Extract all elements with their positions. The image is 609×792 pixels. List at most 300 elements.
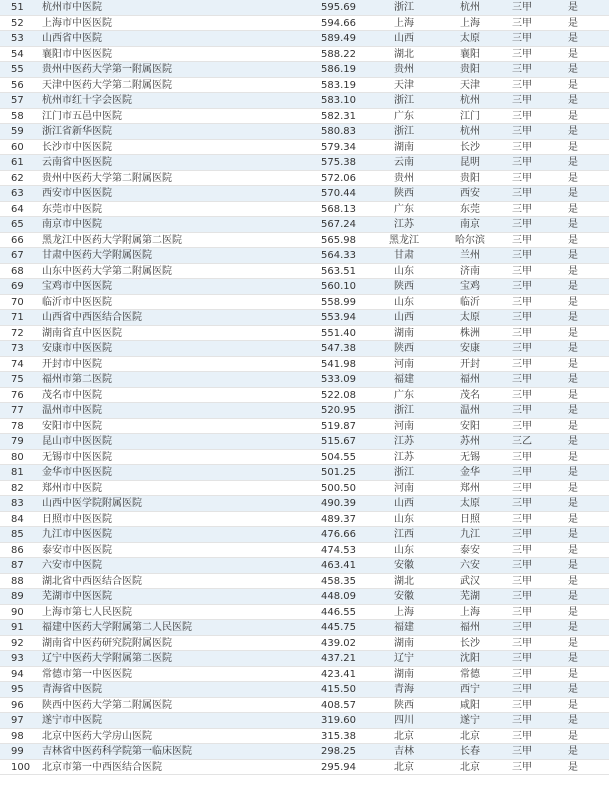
- province-cell: 辽宁: [394, 653, 414, 664]
- city-cell: 安阳: [460, 420, 480, 432]
- table-row: [0, 62, 609, 78]
- score-cell: 515.67: [321, 436, 356, 447]
- city-cell: 哈尔滨: [455, 234, 485, 246]
- level-cell: 三甲: [512, 575, 532, 587]
- score-cell: 563.51: [321, 265, 356, 277]
- city-cell: 福州: [460, 374, 480, 385]
- hospital-name-cell: 杭州市红十字会医院: [42, 95, 132, 106]
- city-cell: 长春: [460, 746, 480, 757]
- province-cell: 安徽: [394, 560, 414, 571]
- table-row: [0, 31, 609, 47]
- flag-cell: 是: [568, 436, 578, 447]
- level-cell: 三甲: [512, 560, 532, 571]
- table-row: [0, 465, 609, 481]
- province-cell: 江苏: [394, 451, 414, 463]
- rank-cell: 96: [11, 699, 24, 711]
- hospital-name-cell: 临沂市中医医院: [42, 296, 112, 308]
- table-row: [0, 124, 609, 140]
- flag-cell: 是: [568, 95, 578, 106]
- table-row: [0, 310, 609, 326]
- table-row: [0, 667, 609, 683]
- level-cell: 三甲: [512, 544, 532, 556]
- score-cell: 572.06: [321, 172, 356, 184]
- score-cell: 560.10: [321, 281, 356, 292]
- score-cell: 408.57: [321, 699, 356, 711]
- rank-cell: 65: [11, 219, 24, 230]
- score-cell: 458.35: [321, 575, 356, 587]
- province-cell: 云南: [394, 157, 414, 168]
- rank-cell: 66: [11, 234, 24, 246]
- flag-cell: 是: [568, 126, 578, 137]
- table-row: [0, 326, 609, 342]
- score-cell: 553.94: [321, 312, 356, 323]
- level-cell: 三甲: [512, 420, 532, 432]
- level-cell: 三甲: [512, 668, 532, 680]
- score-cell: 519.87: [321, 420, 356, 432]
- table-row: [0, 248, 609, 264]
- flag-cell: 是: [568, 699, 578, 711]
- level-cell: 三甲: [512, 637, 532, 649]
- score-cell: 541.98: [321, 358, 356, 370]
- province-cell: 福建: [394, 622, 414, 633]
- province-cell: 浙江: [394, 126, 414, 137]
- score-cell: 298.25: [321, 746, 356, 757]
- table-row: [0, 636, 609, 652]
- table-row: [0, 186, 609, 202]
- flag-cell: 是: [568, 64, 578, 75]
- hospital-name-cell: 山东中医药大学第二附属医院: [42, 265, 172, 277]
- flag-cell: 是: [568, 560, 578, 571]
- table-row: [0, 155, 609, 171]
- flag-cell: 是: [568, 327, 578, 339]
- table-row: [0, 217, 609, 233]
- rank-cell: 55: [11, 64, 24, 75]
- level-cell: 三甲: [512, 405, 532, 416]
- hospital-name-cell: 青海省中医院: [42, 684, 102, 695]
- rank-cell: 98: [11, 730, 24, 742]
- province-cell: 陕西: [394, 699, 414, 711]
- city-cell: 贵阳: [460, 64, 480, 75]
- table-row: [0, 264, 609, 280]
- rank-cell: 51: [11, 2, 24, 13]
- rank-cell: 62: [11, 172, 24, 184]
- table-row: [0, 698, 609, 714]
- level-cell: 三乙: [512, 436, 532, 447]
- level-cell: 三甲: [512, 312, 532, 323]
- level-cell: 三甲: [512, 715, 532, 726]
- province-cell: 广东: [394, 389, 414, 401]
- hospital-name-cell: 山西中医学院附属医院: [42, 498, 142, 509]
- province-cell: 吉林: [394, 746, 414, 757]
- score-cell: 570.44: [321, 188, 356, 199]
- flag-cell: 是: [568, 296, 578, 308]
- score-cell: 564.33: [321, 250, 356, 261]
- table-row: [0, 16, 609, 32]
- score-cell: 295.94: [321, 761, 356, 773]
- table-row: [0, 171, 609, 187]
- table-row: [0, 481, 609, 497]
- score-cell: 586.19: [321, 64, 356, 75]
- province-cell: 江苏: [394, 436, 414, 447]
- city-cell: 贵阳: [460, 172, 480, 184]
- level-cell: 三甲: [512, 265, 532, 277]
- hospital-name-cell: 六安市中医院: [42, 560, 102, 571]
- rank-cell: 59: [11, 126, 24, 137]
- score-cell: 504.55: [321, 451, 356, 463]
- city-cell: 安康: [460, 343, 480, 354]
- flag-cell: 是: [568, 622, 578, 633]
- flag-cell: 是: [568, 544, 578, 556]
- table-row: [0, 279, 609, 295]
- hospital-name-cell: 九江市中医医院: [42, 529, 112, 540]
- province-cell: 山东: [394, 544, 414, 556]
- flag-cell: 是: [568, 234, 578, 246]
- hospital-name-cell: 山西省中西医结合医院: [42, 312, 142, 323]
- table-row: [0, 78, 609, 94]
- flag-cell: 是: [568, 653, 578, 664]
- hospital-name-cell: 杭州市中医院: [42, 2, 102, 13]
- hospital-name-cell: 日照市中医医院: [42, 513, 112, 525]
- flag-cell: 是: [568, 312, 578, 323]
- rank-cell: 95: [11, 684, 24, 695]
- table-row: [0, 0, 609, 16]
- level-cell: 三甲: [512, 172, 532, 184]
- city-cell: 西宁: [460, 684, 480, 695]
- province-cell: 浙江: [394, 405, 414, 416]
- rank-cell: 88: [11, 575, 24, 587]
- hospital-name-cell: 江门市五邑中医院: [42, 110, 122, 122]
- flag-cell: 是: [568, 529, 578, 540]
- province-cell: 湖北: [394, 48, 414, 60]
- level-cell: 三甲: [512, 126, 532, 137]
- score-cell: 423.41: [321, 668, 356, 680]
- city-cell: 太原: [460, 33, 480, 44]
- rank-cell: 81: [11, 467, 24, 478]
- level-cell: 三甲: [512, 250, 532, 261]
- score-cell: 476.66: [321, 529, 356, 540]
- table-row: [0, 47, 609, 63]
- city-cell: 福州: [460, 622, 480, 633]
- rank-cell: 83: [11, 498, 24, 509]
- score-cell: 437.21: [321, 653, 356, 664]
- hospital-name-cell: 宝鸡市中医医院: [42, 281, 112, 292]
- score-cell: 565.98: [321, 234, 356, 246]
- city-cell: 济南: [460, 265, 480, 277]
- city-cell: 北京: [460, 730, 480, 742]
- score-cell: 568.13: [321, 203, 356, 215]
- score-cell: 520.95: [321, 405, 356, 416]
- hospital-name-cell: 辽宁中医药大学附属第二医院: [42, 653, 172, 664]
- table-row: [0, 543, 609, 559]
- score-cell: 582.31: [321, 110, 356, 122]
- city-cell: 株洲: [460, 327, 480, 339]
- city-cell: 开封: [460, 358, 480, 370]
- table-row: [0, 341, 609, 357]
- table-row: [0, 651, 609, 667]
- city-cell: 茂名: [460, 389, 480, 401]
- flag-cell: 是: [568, 188, 578, 199]
- table-row: [0, 620, 609, 636]
- city-cell: 昆明: [460, 157, 480, 168]
- rank-cell: 87: [11, 560, 24, 571]
- province-cell: 湖南: [394, 668, 414, 680]
- rank-cell: 56: [11, 79, 24, 91]
- table-row: [0, 527, 609, 543]
- flag-cell: 是: [568, 591, 578, 602]
- flag-cell: 是: [568, 575, 578, 587]
- flag-cell: 是: [568, 281, 578, 292]
- flag-cell: 是: [568, 467, 578, 478]
- rank-cell: 89: [11, 591, 24, 602]
- hospital-name-cell: 北京市第一中西医结合医院: [42, 761, 162, 773]
- score-cell: 319.60: [321, 715, 356, 726]
- province-cell: 北京: [394, 761, 414, 773]
- score-cell: 579.34: [321, 141, 356, 153]
- rank-cell: 92: [11, 637, 24, 649]
- flag-cell: 是: [568, 482, 578, 494]
- level-cell: 三甲: [512, 451, 532, 463]
- level-cell: 三甲: [512, 203, 532, 215]
- hospital-name-cell: 北京中医药大学房山医院: [42, 730, 152, 742]
- level-cell: 三甲: [512, 296, 532, 308]
- score-cell: 575.38: [321, 157, 356, 168]
- province-cell: 河南: [394, 420, 414, 432]
- province-cell: 贵州: [394, 64, 414, 75]
- hospital-name-cell: 浙江省新华医院: [42, 126, 112, 137]
- flag-cell: 是: [568, 203, 578, 215]
- flag-cell: 是: [568, 606, 578, 618]
- level-cell: 三甲: [512, 188, 532, 199]
- flag-cell: 是: [568, 48, 578, 60]
- level-cell: 三甲: [512, 606, 532, 618]
- rank-cell: 100: [11, 761, 31, 773]
- province-cell: 福建: [394, 374, 414, 385]
- table-row: [0, 682, 609, 698]
- score-cell: 500.50: [321, 482, 356, 494]
- province-cell: 北京: [394, 730, 414, 742]
- level-cell: 三甲: [512, 64, 532, 75]
- hospital-name-cell: 云南省中医医院: [42, 157, 112, 168]
- rank-cell: 70: [11, 296, 24, 308]
- score-cell: 522.08: [321, 389, 356, 401]
- hospital-name-cell: 湖南省中医药研究院附属医院: [42, 637, 172, 649]
- city-cell: 兰州: [460, 250, 480, 261]
- level-cell: 三甲: [512, 761, 532, 773]
- province-cell: 甘肃: [394, 250, 414, 261]
- province-cell: 上海: [394, 606, 414, 618]
- table-row: [0, 140, 609, 156]
- rank-cell: 90: [11, 606, 24, 618]
- flag-cell: 是: [568, 219, 578, 230]
- rank-cell: 84: [11, 513, 24, 525]
- score-cell: 588.22: [321, 48, 356, 60]
- city-cell: 太原: [460, 312, 480, 323]
- hospital-name-cell: 芜湖市中医医院: [42, 591, 112, 602]
- hospital-name-cell: 上海市第七人民医院: [42, 606, 132, 618]
- rank-cell: 74: [11, 358, 24, 370]
- province-cell: 浙江: [394, 2, 414, 13]
- rank-cell: 67: [11, 250, 24, 261]
- score-cell: 547.38: [321, 343, 356, 354]
- city-cell: 天津: [460, 79, 480, 91]
- rank-cell: 58: [11, 110, 24, 122]
- rank-cell: 85: [11, 529, 24, 540]
- flag-cell: 是: [568, 157, 578, 168]
- hospital-name-cell: 无锡市中医医院: [42, 451, 112, 463]
- table-row: [0, 109, 609, 125]
- province-cell: 广东: [394, 110, 414, 122]
- rank-cell: 93: [11, 653, 24, 664]
- hospital-name-cell: 贵州中医药大学第一附属医院: [42, 64, 172, 75]
- score-cell: 580.83: [321, 126, 356, 137]
- province-cell: 湖南: [394, 141, 414, 153]
- city-cell: 宝鸡: [460, 281, 480, 292]
- rank-cell: 75: [11, 374, 24, 385]
- level-cell: 三甲: [512, 281, 532, 292]
- flag-cell: 是: [568, 730, 578, 742]
- hospital-name-cell: 襄阳市中医医院: [42, 48, 112, 60]
- rank-cell: 79: [11, 436, 24, 447]
- city-cell: 长沙: [460, 141, 480, 153]
- score-cell: 474.53: [321, 544, 356, 556]
- city-cell: 温州: [460, 405, 480, 416]
- table-row: [0, 372, 609, 388]
- flag-cell: 是: [568, 761, 578, 773]
- province-cell: 四川: [394, 715, 414, 726]
- province-cell: 上海: [394, 17, 414, 29]
- score-cell: 594.66: [321, 17, 356, 29]
- level-cell: 三甲: [512, 141, 532, 153]
- hospital-name-cell: 常德市第一中医医院: [42, 668, 132, 680]
- rank-cell: 54: [11, 48, 24, 60]
- province-cell: 浙江: [394, 467, 414, 478]
- city-cell: 杭州: [460, 95, 480, 106]
- level-cell: 三甲: [512, 730, 532, 742]
- rank-cell: 80: [11, 451, 24, 463]
- score-cell: 445.75: [321, 622, 356, 633]
- city-cell: 泰安: [460, 544, 480, 556]
- level-cell: 三甲: [512, 622, 532, 633]
- city-cell: 日照: [460, 513, 480, 525]
- city-cell: 沈阳: [460, 653, 480, 664]
- hospital-name-cell: 遂宁市中医院: [42, 715, 102, 726]
- level-cell: 三甲: [512, 48, 532, 60]
- rank-cell: 78: [11, 420, 24, 432]
- province-cell: 山西: [394, 33, 414, 44]
- rank-cell: 72: [11, 327, 24, 339]
- province-cell: 江苏: [394, 219, 414, 230]
- province-cell: 河南: [394, 358, 414, 370]
- rank-cell: 69: [11, 281, 24, 292]
- level-cell: 三甲: [512, 2, 532, 13]
- level-cell: 三甲: [512, 591, 532, 602]
- province-cell: 广东: [394, 203, 414, 215]
- level-cell: 三甲: [512, 358, 532, 370]
- level-cell: 三甲: [512, 684, 532, 695]
- table-row: [0, 93, 609, 109]
- level-cell: 三甲: [512, 699, 532, 711]
- table-row: [0, 388, 609, 404]
- level-cell: 三甲: [512, 529, 532, 540]
- city-cell: 芜湖: [460, 591, 480, 602]
- city-cell: 常德: [460, 668, 480, 680]
- flag-cell: 是: [568, 33, 578, 44]
- hospital-name-cell: 南京市中医院: [42, 219, 102, 230]
- flag-cell: 是: [568, 389, 578, 401]
- flag-cell: 是: [568, 637, 578, 649]
- table-row: [0, 434, 609, 450]
- flag-cell: 是: [568, 172, 578, 184]
- table-row: [0, 233, 609, 249]
- hospital-name-cell: 天津中医药大学第二附属医院: [42, 79, 172, 91]
- city-cell: 六安: [460, 560, 480, 571]
- city-cell: 江门: [460, 110, 480, 122]
- score-cell: 448.09: [321, 591, 356, 602]
- province-cell: 天津: [394, 79, 414, 91]
- level-cell: 三甲: [512, 33, 532, 44]
- city-cell: 金华: [460, 467, 480, 478]
- score-cell: 595.69: [321, 2, 356, 13]
- flag-cell: 是: [568, 746, 578, 757]
- table-row: [0, 357, 609, 373]
- province-cell: 湖南: [394, 327, 414, 339]
- flag-cell: 是: [568, 668, 578, 680]
- rank-cell: 76: [11, 389, 24, 401]
- level-cell: 三甲: [512, 343, 532, 354]
- hospital-name-cell: 上海市中医医院: [42, 17, 112, 29]
- level-cell: 三甲: [512, 482, 532, 494]
- table-row: [0, 605, 609, 621]
- score-cell: 567.24: [321, 219, 356, 230]
- table-row: [0, 512, 609, 528]
- flag-cell: 是: [568, 684, 578, 695]
- level-cell: 三甲: [512, 467, 532, 478]
- table-row: [0, 403, 609, 419]
- hospital-name-cell: 温州市中医院: [42, 405, 102, 416]
- flag-cell: 是: [568, 265, 578, 277]
- hospital-name-cell: 东莞市中医院: [42, 203, 102, 215]
- flag-cell: 是: [568, 17, 578, 29]
- province-cell: 河南: [394, 482, 414, 494]
- score-cell: 315.38: [321, 730, 356, 742]
- hospital-name-cell: 安康市中医医院: [42, 343, 112, 354]
- score-cell: 446.55: [321, 606, 356, 618]
- level-cell: 三甲: [512, 234, 532, 246]
- flag-cell: 是: [568, 79, 578, 91]
- hospital-name-cell: 湖北省中西医结合医院: [42, 575, 142, 587]
- table-row: [0, 729, 609, 745]
- level-cell: 三甲: [512, 219, 532, 230]
- score-cell: 439.02: [321, 637, 356, 649]
- flag-cell: 是: [568, 141, 578, 153]
- score-cell: 589.49: [321, 33, 356, 44]
- hospital-name-cell: 山西省中医院: [42, 33, 102, 44]
- level-cell: 三甲: [512, 498, 532, 509]
- table-row: [0, 589, 609, 605]
- rank-cell: 91: [11, 622, 24, 633]
- province-cell: 青海: [394, 684, 414, 695]
- table-row: [0, 496, 609, 512]
- hospital-name-cell: 黑龙江中医药大学附属第二医院: [42, 234, 182, 246]
- rank-cell: 68: [11, 265, 24, 277]
- flag-cell: 是: [568, 715, 578, 726]
- level-cell: 三甲: [512, 389, 532, 401]
- rank-cell: 61: [11, 157, 24, 168]
- hospital-name-cell: 贵州中医药大学第二附属医院: [42, 172, 172, 184]
- hospital-name-cell: 昆山市中医医院: [42, 436, 112, 447]
- table-row: [0, 713, 609, 729]
- flag-cell: 是: [568, 374, 578, 385]
